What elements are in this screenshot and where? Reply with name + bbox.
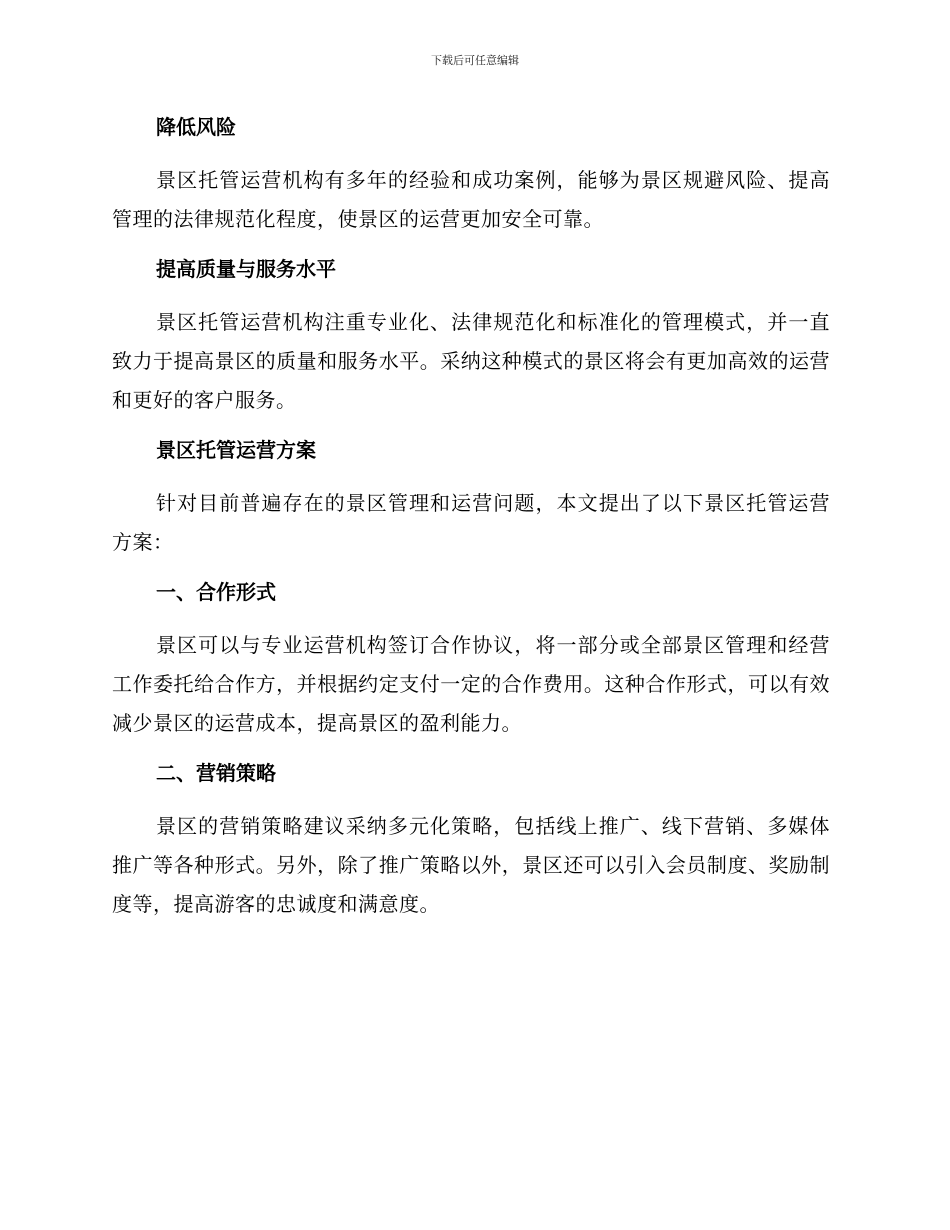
section-heading-marketing-strategy: 二、营销策略 xyxy=(156,761,276,785)
page-header-note: 下载后可任意编辑 xyxy=(431,54,519,67)
section-paragraph-operation-plan: 针对目前普遍存在的景区管理和运营问题，本文提出了以下景区托管运营方案： xyxy=(112,491,830,554)
section-heading-quality-service: 提高质量与服务水平 xyxy=(156,257,336,281)
section-paragraph-reduce-risk: 景区托管运营机构有多年的经验和成功案例，能够为景区规避风险、提高管理的法律规范化程度，使景区的运营更加安全可靠。 xyxy=(112,168,830,231)
section-heading-operation-plan: 景区托管运营方案 xyxy=(156,438,316,462)
section-heading-reduce-risk: 降低风险 xyxy=(156,115,236,139)
document-body xyxy=(112,107,830,934)
section-paragraph-quality-service: 景区托管运营机构注重专业化、法律规范化和标准化的管理模式，并一直致力于提高景区的质量和服务水平。采纳这种模式的景区将会有更加高效的运营和更好的客户服务。 xyxy=(112,310,830,412)
section-heading-cooperation-form: 一、合作形式 xyxy=(156,580,276,604)
section-paragraph-cooperation-form: 景区可以与专业运营机构签订合作协议，将一部分或全部景区管理和经营工作委托给合作方，并根据约定支付一定的合作费用。这种合作形式，可以有效减少景区的运营成本，提高景区的盈利能力。 xyxy=(112,633,830,735)
section-paragraph-marketing-strategy: 景区的营销策略建议采纳多元化策略，包括线上推广、线下营销、多媒体推广等各种形式。另外，除了推广策略以外，景区还可以引入会员制度、奖励制度等，提高游客的忠诚度和满意度。 xyxy=(112,814,830,916)
